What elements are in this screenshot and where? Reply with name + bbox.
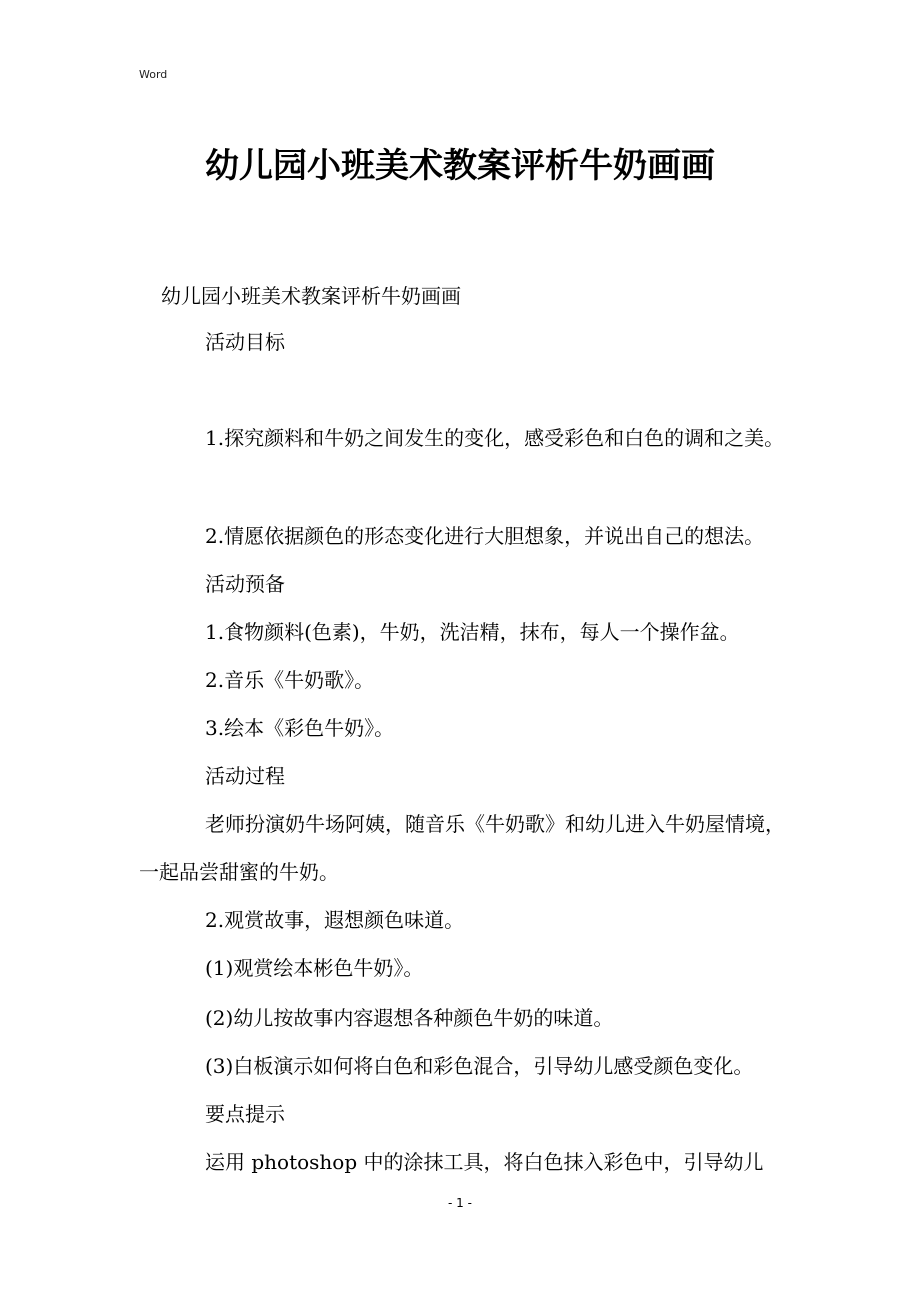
section-heading-goals: 活动目标 (205, 330, 285, 354)
process-subitem-2: (2)幼儿按故事内容遐想各种颜色牛奶的味道。 (205, 1006, 614, 1030)
tips-paragraph: 运用 photoshop 中的涂抹工具，将白色抹入彩色中，引导幼儿 (205, 1150, 764, 1174)
section-heading-tips: 要点提示 (205, 1102, 285, 1126)
process-subitem-1: (1)观赏绘本彬色牛奶》。 (205, 956, 424, 980)
prep-item-1: 1.食物颜料(色素)，牛奶，洗洁精，抹布，每人一个操作盆。 (205, 620, 740, 644)
section-heading-prep: 活动预备 (205, 572, 285, 596)
prep-item-2: 2.音乐《牛奶歌》。 (205, 668, 375, 692)
goal-item-1: 1.探究颜料和牛奶之间发生的变化，感受彩色和白色的调和之美。 (205, 426, 785, 450)
app-label: Word (139, 68, 168, 81)
document-title: 幼儿园小班美术教案评析牛奶画画 (205, 146, 715, 186)
document-subtitle: 幼儿园小班美术教案评析牛奶画画 (161, 284, 461, 308)
process-subitem-3: (3)白板演示如何将白色和彩色混合，引导幼儿感受颜色变化。 (205, 1054, 754, 1078)
process-item-2: 2.观赏故事，遐想颜色味道。 (205, 908, 465, 932)
goal-item-2: 2.情愿依据颜色的形态变化进行大胆想象，并说出自己的想法。 (205, 524, 765, 548)
prep-item-3: 3.绘本《彩色牛奶》。 (205, 716, 395, 740)
process-intro-paragraph: 老师扮演奶牛场阿姨，随音乐《牛奶歌》和幼儿进入牛奶屋情境，一起品尝甜蜜的牛奶。 (139, 812, 785, 884)
section-heading-process: 活动过程 (205, 764, 285, 788)
page-number: - 1 - (448, 1196, 472, 1210)
